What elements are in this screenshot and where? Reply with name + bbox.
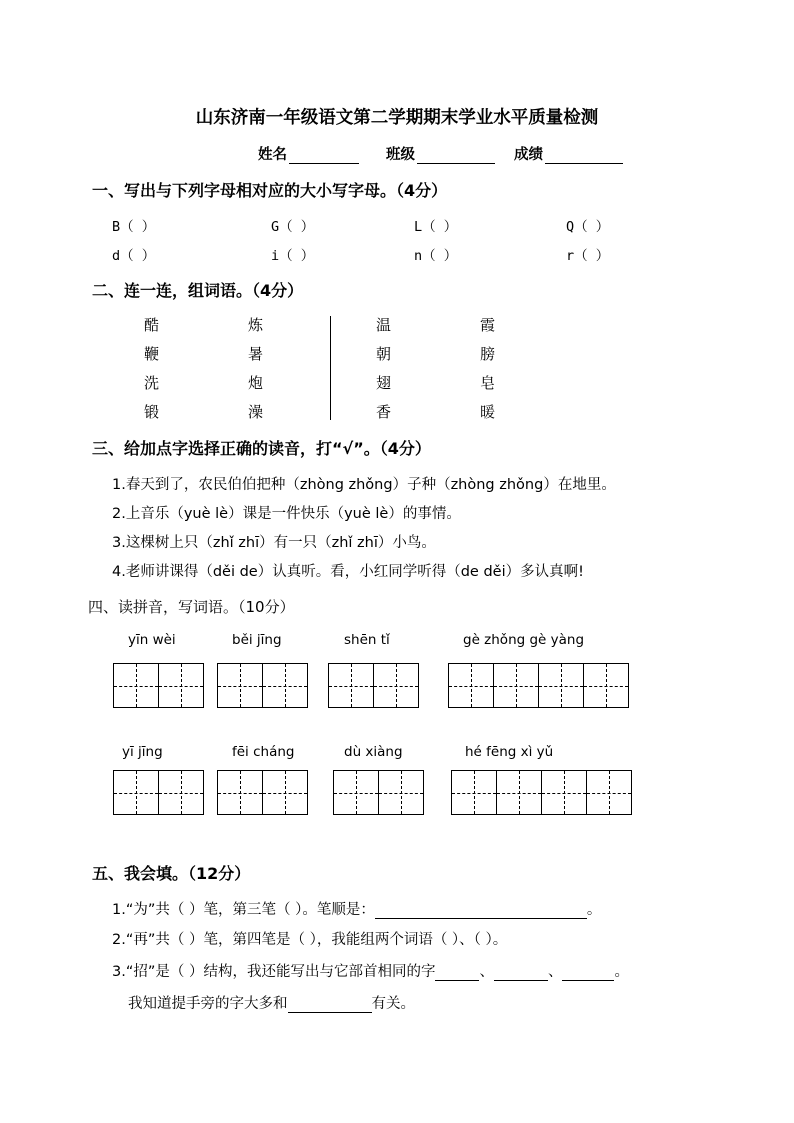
score-blank[interactable] (545, 148, 623, 164)
writing-grid[interactable] (328, 663, 419, 708)
letter-item[interactable]: n（ ） (414, 248, 458, 264)
pinyin-label: shēn tǐ (344, 632, 390, 648)
fill-line-4[interactable] (128, 992, 415, 1013)
word-char[interactable]: 锻 (144, 403, 160, 421)
fill-text: 1.“为”共（ ）笔，第三笔（ ）。笔顺是： (112, 902, 375, 918)
word-char[interactable]: 皂 (480, 374, 496, 392)
answer-blank[interactable] (435, 964, 479, 981)
section5-heading: 五、我会填。（12分） (92, 864, 251, 883)
writing-cell[interactable] (539, 663, 584, 708)
section3-heading: 三、给加点字选择正确的读音，打“√”。（4分） (92, 439, 431, 458)
question-item[interactable]: 1.春天到了，农民伯伯把种（zhòng zhǒng）子种（zhòng zhǒng）在地里。 (112, 477, 616, 493)
fill-text: 有关。 (371, 996, 415, 1012)
letter-item[interactable]: Q（ ） (566, 219, 610, 235)
writing-cell[interactable] (374, 663, 419, 708)
section2-heading: 二、连一连，组词语。（4分） (92, 281, 304, 300)
letter-item[interactable]: L（ ） (414, 219, 458, 235)
score-label: 成绩 (514, 147, 543, 163)
pinyin-label: yī jīng (122, 744, 163, 760)
writing-grid[interactable] (217, 770, 308, 815)
word-char[interactable]: 翅 (376, 374, 392, 392)
answer-blank[interactable] (494, 964, 548, 981)
writing-cell[interactable] (159, 770, 204, 815)
question-item[interactable]: 2.上音乐（yuè lè）课是一件快乐（yuè lè）的事情。 (112, 506, 461, 522)
section4-heading: 四、读拼音，写词语。（10分） (88, 598, 295, 616)
writing-cell[interactable] (497, 770, 542, 815)
letter-item[interactable]: i（ ） (271, 248, 315, 264)
fill-text: 、 (479, 964, 494, 980)
writing-cell[interactable] (449, 663, 494, 708)
pinyin-label: běi jīng (232, 632, 282, 648)
writing-cell[interactable] (542, 770, 587, 815)
letter-item[interactable]: d（ ） (112, 248, 156, 264)
section1-heading: 一、写出与下列字母相对应的大小写字母。（4分） (92, 181, 448, 200)
writing-grid[interactable] (113, 663, 204, 708)
fill-text: 。 (614, 964, 629, 980)
pinyin-label: gè zhǒng gè yàng (463, 632, 585, 648)
writing-grid[interactable] (451, 770, 632, 815)
word-char[interactable]: 鞭 (144, 345, 160, 363)
writing-cell[interactable] (218, 663, 263, 708)
letter-item[interactable]: B（ ） (112, 219, 156, 235)
name-label: 姓名 (258, 147, 287, 163)
word-char[interactable]: 炮 (248, 374, 264, 392)
fill-line-2[interactable]: 2.“再”共（ ）笔，第四笔是（ ），我能组两个词语（ ）、（ ）。 (112, 932, 508, 948)
word-char[interactable]: 炼 (248, 316, 264, 334)
score-field[interactable] (514, 143, 623, 164)
letter-item[interactable]: r（ ） (566, 248, 610, 264)
writing-cell[interactable] (114, 770, 159, 815)
fill-line-3[interactable] (112, 960, 629, 981)
word-char[interactable]: 香 (376, 403, 392, 421)
name-blank[interactable] (289, 148, 359, 164)
letter-item[interactable]: G（ ） (271, 219, 315, 235)
class-field[interactable] (386, 143, 495, 164)
writing-grid[interactable] (113, 770, 204, 815)
pinyin-label: yīn wèi (128, 632, 176, 648)
writing-cell[interactable] (452, 770, 497, 815)
writing-cell[interactable] (218, 770, 263, 815)
question-item[interactable]: 4.老师讲课得（děi de）认真听。看，小红同学听得（de děi）多认真啊! (112, 564, 584, 580)
divider-line (330, 316, 331, 420)
fill-text: 、 (547, 964, 563, 980)
writing-cell[interactable] (379, 770, 424, 815)
fill-text: 。 (586, 902, 602, 918)
pinyin-label: hé fēng xì yǔ (465, 744, 554, 760)
word-char[interactable]: 洗 (144, 374, 160, 392)
word-char[interactable]: 霞 (480, 316, 496, 334)
class-blank[interactable] (417, 148, 495, 164)
word-char[interactable]: 温 (376, 316, 392, 334)
word-char[interactable]: 膀 (480, 345, 496, 363)
writing-cell[interactable] (587, 770, 632, 815)
writing-cell[interactable] (263, 663, 308, 708)
fill-text: 我知道提手旁的字大多和 (128, 996, 288, 1012)
fill-text: 3.“招”是（ ）结构，我还能写出与它部首相同的字 (112, 964, 436, 980)
fill-line-1[interactable] (112, 898, 601, 919)
pinyin-label: dù xiàng (344, 744, 403, 760)
question-item[interactable]: 3.这棵树上只（zhǐ zhī）有一只（zhǐ zhī）小鸟。 (112, 535, 436, 551)
name-field[interactable] (258, 143, 359, 164)
writing-cell[interactable] (159, 663, 204, 708)
writing-cell[interactable] (334, 770, 379, 815)
word-char[interactable]: 酷 (144, 316, 160, 334)
class-label: 班级 (386, 147, 415, 163)
page-title: 山东济南一年级语文第二学期期末学业水平质量检测 (195, 108, 599, 128)
writing-cell[interactable] (329, 663, 374, 708)
word-char[interactable]: 朝 (376, 345, 392, 363)
pinyin-label: fēi cháng (232, 744, 295, 760)
word-char[interactable]: 暑 (248, 345, 264, 363)
writing-cell[interactable] (584, 663, 629, 708)
writing-cell[interactable] (263, 770, 308, 815)
word-char[interactable]: 澡 (248, 403, 264, 421)
word-char[interactable]: 暖 (480, 403, 496, 421)
answer-blank[interactable] (288, 996, 372, 1013)
writing-grid[interactable] (333, 770, 424, 815)
writing-cell[interactable] (494, 663, 539, 708)
writing-cell[interactable] (114, 663, 159, 708)
answer-blank[interactable] (375, 902, 587, 919)
writing-grid[interactable] (217, 663, 308, 708)
answer-blank[interactable] (562, 964, 614, 981)
writing-grid[interactable] (448, 663, 629, 708)
